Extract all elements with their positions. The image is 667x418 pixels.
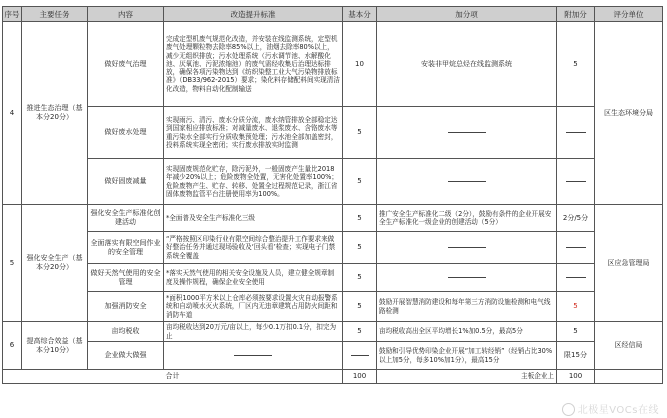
header-unit: 评分单位 <box>595 7 663 22</box>
header-standard: 改造提升标准 <box>164 7 343 22</box>
bonus-item-cell <box>377 232 557 264</box>
bonus-score-cell: 5 <box>557 322 595 342</box>
header-content: 内容 <box>88 7 164 22</box>
bonus-score-cell <box>557 232 595 264</box>
unit-cell: 区生态环境分局 <box>595 22 663 205</box>
bonus-score-cell: 限15分 <box>557 342 595 370</box>
content-cell: 亩均税收 <box>88 322 164 342</box>
task-cell: 强化安全生产（基本分20分） <box>22 205 88 322</box>
scoring-table <box>2 6 663 384</box>
content-cell: 企业做大做强 <box>88 342 164 370</box>
dash-mark <box>234 355 272 356</box>
bonus-item-cell: 安装非甲烷总烃在线监测系统 <box>377 22 557 107</box>
table-row <box>3 232 663 264</box>
unit-cell: 区应急管理局 <box>595 205 663 322</box>
bonus-item-cell: 推广安全生产标准化二级（2分），鼓励有条件的企业开展安全生产标准化一级企业的创建活动（5分） <box>377 205 557 232</box>
base-score-cell: 5 <box>343 107 377 159</box>
total-label: 合计 <box>3 370 343 384</box>
bonus-item-cell <box>377 159 557 205</box>
dash-mark <box>448 247 486 248</box>
dash-mark <box>566 132 586 133</box>
total-unit-cell <box>595 370 663 384</box>
content-cell: 强化安全生产标准化创建活动 <box>88 205 164 232</box>
watermark-text: 北极星VOCs在线 <box>577 404 659 416</box>
task-cell: 提高综合效益（基本分10分） <box>22 322 88 370</box>
content-cell: 做好天然气使用的安全管理 <box>88 264 164 292</box>
dash-mark <box>566 277 586 278</box>
standard-cell: *全面普及安全生产标准化三级 <box>164 205 343 232</box>
bonus-item-cell: 鼓励开展智慧消防建设和每年第三方消防设施检测和电气线路检测 <box>377 292 557 322</box>
base-score-cell: 5 <box>343 205 377 232</box>
base-score-cell: 5 <box>343 292 377 322</box>
table-row <box>3 264 663 292</box>
standard-cell: “严格按照区印染行业有限空间综合整治提升工作要求来做好整治任务并通过现场验收及‘回头看’检查；实现电子门禁系统全覆盖 <box>164 232 343 264</box>
base-score-cell: 5 <box>343 232 377 264</box>
bonus-score-cell <box>557 264 595 292</box>
bonus-score-cell: 5 <box>557 22 595 107</box>
watermark-logo-icon <box>562 403 575 416</box>
base-score-cell <box>343 342 377 370</box>
header-task: 主要任务 <box>22 7 88 22</box>
base-score-cell: 5 <box>343 322 377 342</box>
header-seq: 序号 <box>3 7 22 22</box>
partial-text: 主板企业上 <box>377 370 557 384</box>
dash-mark <box>448 181 486 182</box>
bonus-score-cell: 5 <box>557 292 595 322</box>
watermark <box>562 401 659 417</box>
header-bonus: 附加分 <box>557 7 595 22</box>
table-row <box>3 22 663 107</box>
header-base: 基本分 <box>343 7 377 22</box>
dash-mark <box>566 181 586 182</box>
table-row <box>3 322 663 342</box>
task-cell: 推进生态治理（基本分20分） <box>22 22 88 205</box>
standard-cell: *落实天然气使用的相关安全设施及人员，建立健全规章制度及操作规程，确保企业安全使用 <box>164 264 343 292</box>
table-row <box>3 205 663 232</box>
bonus-item-cell: 鼓励和引导优势印染企业开展“加工转经销”（经销占比30%以上加5分，每多10%加1分），最高15分 <box>377 342 557 370</box>
bonus-score-cell <box>557 107 595 159</box>
content-cell: 做好废气治理 <box>88 22 164 107</box>
base-score-cell: 10 <box>343 22 377 107</box>
bonus-score-cell: 2分/5分 <box>557 205 595 232</box>
table-row <box>3 292 663 322</box>
bonus-item-cell: 亩均税收高出全区平均增长1%加0.5分，最高5分 <box>377 322 557 342</box>
standard-cell <box>164 342 343 370</box>
standard-cell: *面积1000平方米以上仓库必须按要求设置火灾自动报警系统和自动喷水灭火系统，厂区内无违章建筑占用防火间距和消防车道 <box>164 292 343 322</box>
header-bonus-item: 加分项 <box>377 7 557 22</box>
standard-cell: 完成定型机废气规范化改造，并安装在线监测系统，定型机废气处理颗粒物去除率85%以上，油烟去除率80%以上，减少无组织排放；污水处理系统（污水调节池、水解酸化池、厌氧池、污泥浓缩池）的废气需经收集后治理达标排放，确保各项污染物达到《纺织染整工业大气污染物排放标准》（DB33/962-2015）要求；染化料存储配料间实现清洁化改造，物料自动化配制输送 <box>164 22 343 107</box>
dash-mark <box>448 277 486 278</box>
dash-mark <box>566 247 586 248</box>
table-row <box>3 159 663 205</box>
content-cell: 做好废水处理 <box>88 107 164 159</box>
header-row <box>3 7 663 22</box>
standard-cell: 实现雨污、清污、废水分质分流，废水纳管排放全部稳定达到国家相应排放标准；对减量废水、退浆废水、含铬废水等重污染水全部实行分质收集预处理；污水池全部加盖密封，投料系统实现全密闭；实行废水排放实时监测 <box>164 107 343 159</box>
total-bonus-score: 100 <box>557 370 595 384</box>
standard-cell: 亩均税收达到20万元/亩以上，每少0.1万扣0.1分，扣完为止 <box>164 322 343 342</box>
content-cell: 加强消防安全 <box>88 292 164 322</box>
seq-cell: 5 <box>3 205 22 322</box>
table-row <box>3 342 663 370</box>
bonus-item-cell <box>377 107 557 159</box>
unit-cell: 区经信局 <box>595 322 663 370</box>
total-row <box>3 370 663 384</box>
base-score-cell: 5 <box>343 264 377 292</box>
base-score-cell: 5 <box>343 159 377 205</box>
content-cell: 做好固废减量 <box>88 159 164 205</box>
dash-mark <box>351 355 369 356</box>
seq-cell: 4 <box>3 22 22 205</box>
content-cell: 全面落实有限空间作业的安全管理 <box>88 232 164 264</box>
dash-mark <box>448 132 486 133</box>
seq-cell: 6 <box>3 322 22 370</box>
standard-cell: 实现固废规范化贮存，除污泥外，一般固废产生量比2018年减少20%以上；危险废物全处置，无害化处置率100%；危险废物产生、贮存、转移、处置全过程规范记录，浙江省固体废物监管平台注册使用率为100%。 <box>164 159 343 205</box>
table-row <box>3 107 663 159</box>
bonus-item-cell <box>377 264 557 292</box>
bonus-score-cell <box>557 159 595 205</box>
total-base-score: 100 <box>343 370 377 384</box>
